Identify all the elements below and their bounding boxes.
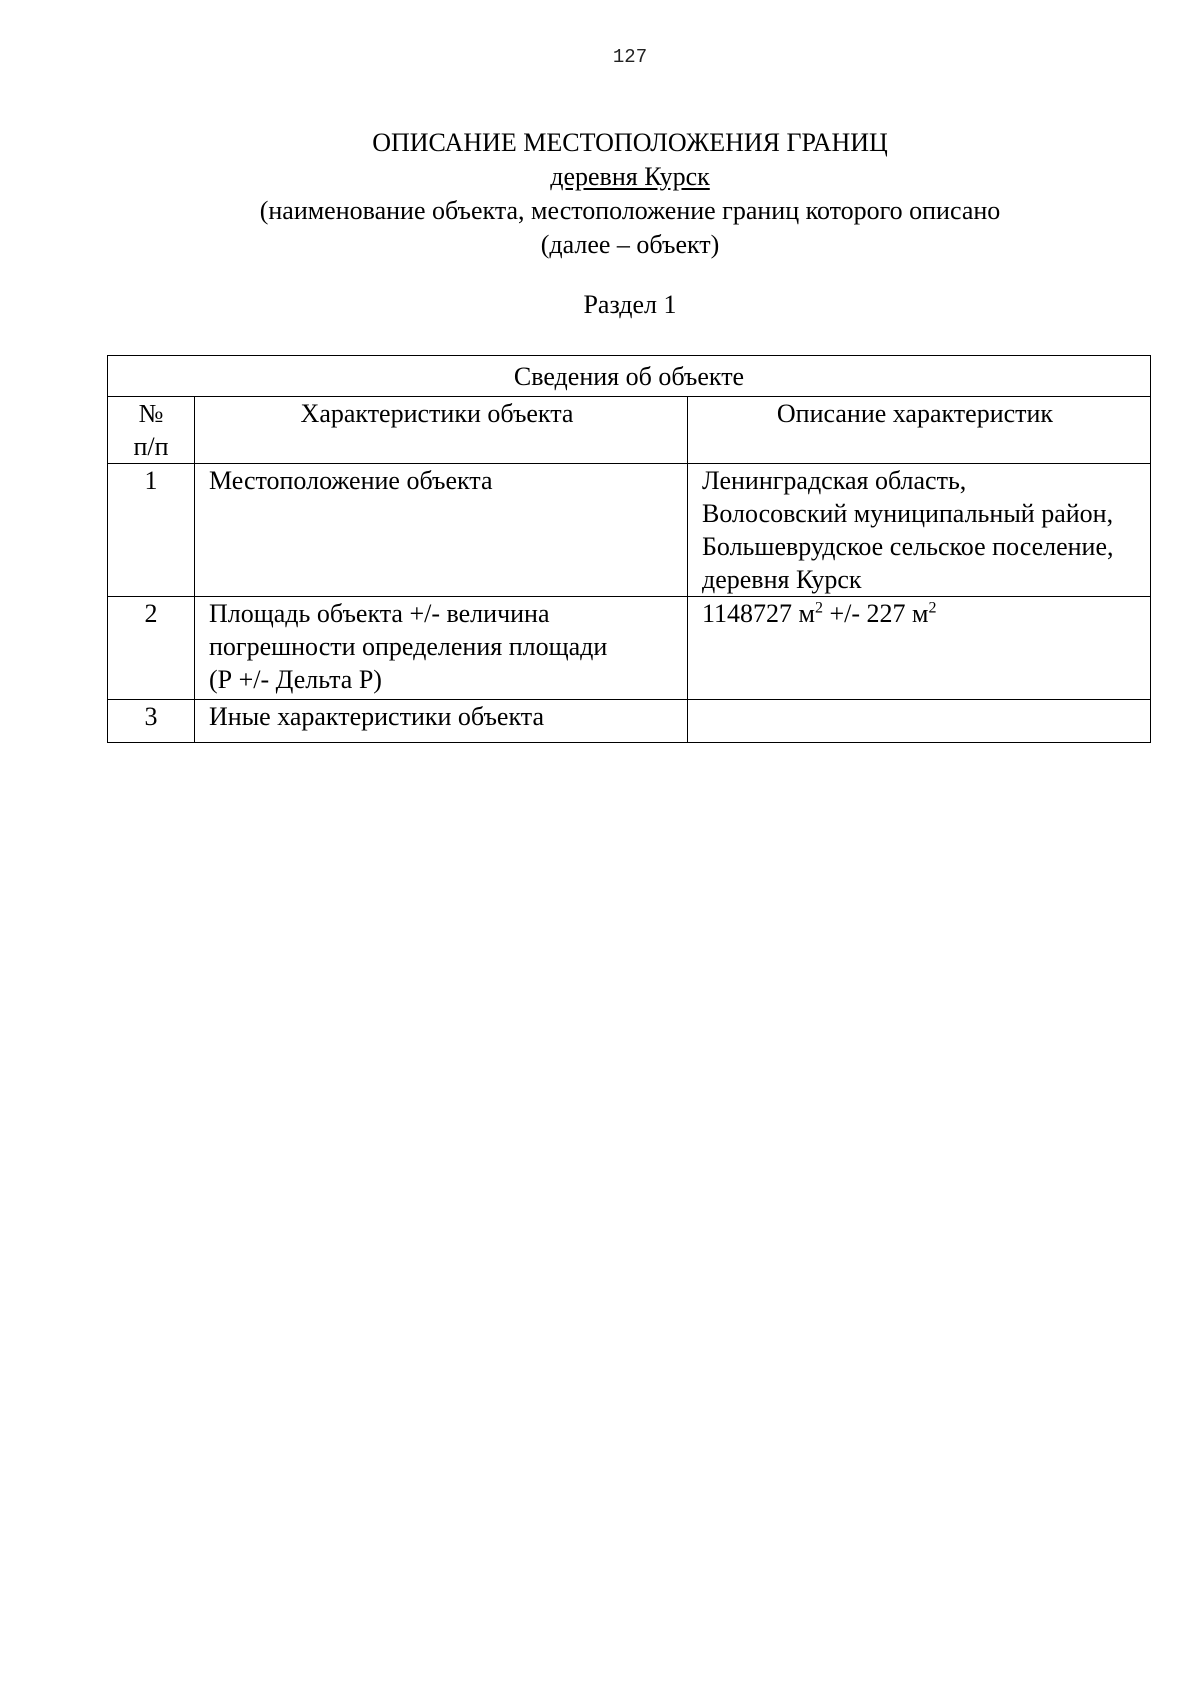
object-note-line2: (далее – объект) bbox=[540, 230, 720, 259]
header-num-sign: № bbox=[138, 399, 164, 428]
row-characteristic: Иные характеристики объекта bbox=[195, 700, 688, 743]
row-description bbox=[688, 464, 1151, 597]
description-line: Волосовский муниципальный район, bbox=[702, 499, 1114, 528]
description-line: деревня Курск bbox=[702, 565, 862, 594]
row-num: 1 bbox=[108, 464, 195, 597]
characteristic-line: Площадь объекта +/- величина bbox=[209, 599, 550, 628]
error-unit-exponent: 2 bbox=[928, 599, 937, 617]
row-characteristic bbox=[195, 597, 688, 700]
characteristic-line: (Р +/- Дельта Р) bbox=[209, 665, 382, 694]
row-description bbox=[688, 700, 1151, 743]
table-row bbox=[108, 597, 1151, 700]
area-unit-exponent: 2 bbox=[815, 599, 823, 617]
row-num: 3 bbox=[108, 700, 195, 743]
area-value: 1148727 м bbox=[702, 599, 815, 628]
description-line: Ленинградская область, bbox=[702, 466, 967, 495]
header-num-pp: п/п bbox=[133, 432, 169, 461]
object-name: деревня Курск bbox=[550, 162, 710, 191]
section-title: Раздел 1 bbox=[583, 290, 677, 319]
table-row bbox=[108, 464, 1151, 597]
document-heading bbox=[0, 126, 1200, 262]
document-title: ОПИСАНИЕ МЕСТОПОЛОЖЕНИЯ ГРАНИЦ bbox=[372, 128, 888, 157]
header-description: Описание характеристик bbox=[688, 397, 1151, 464]
row-characteristic: Местоположение объекта bbox=[195, 464, 688, 597]
object-note-line1: (наименование объекта, местоположение границ которого описано bbox=[259, 196, 1001, 225]
header-characteristic: Характеристики объекта bbox=[195, 397, 688, 464]
row-description bbox=[688, 597, 1151, 700]
table-row bbox=[108, 700, 1151, 743]
object-info-table bbox=[107, 355, 1151, 743]
area-error: +/- 227 м bbox=[823, 599, 929, 628]
header-num bbox=[108, 397, 195, 464]
characteristic-line: погрешности определения площади bbox=[209, 632, 608, 661]
description-line: Большеврудское сельское поселение, bbox=[702, 532, 1114, 561]
page-number: 127 bbox=[612, 46, 648, 68]
row-num: 2 bbox=[108, 597, 195, 700]
table-header-row bbox=[108, 397, 1151, 464]
table-caption: Сведения об объекте bbox=[108, 356, 1151, 397]
